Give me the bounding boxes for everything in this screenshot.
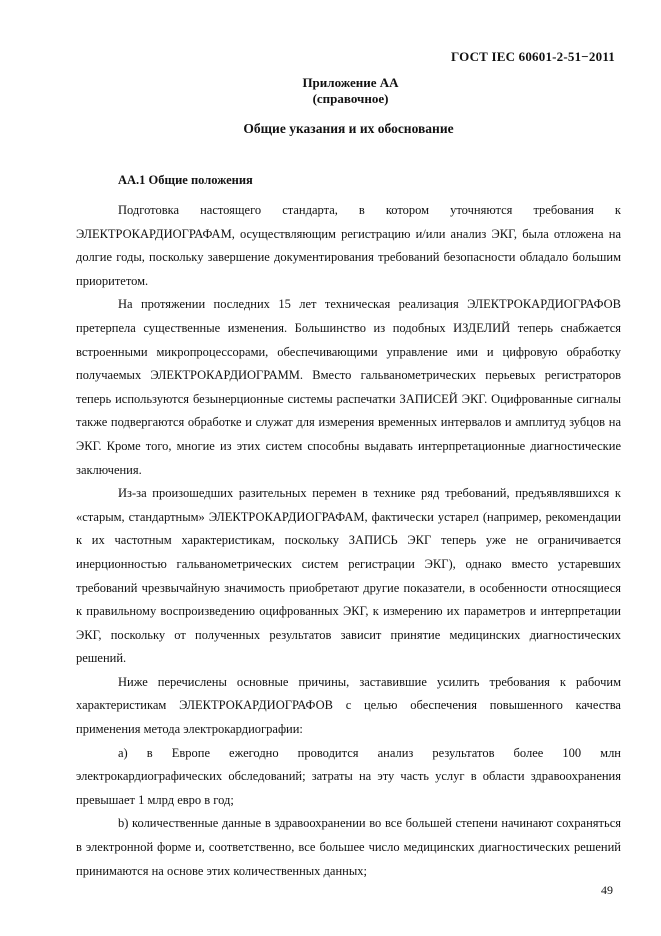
paragraph: Подготовка настоящего стандарта, в котором уточняются требования к ЭЛЕКТРОКАРДИОГРАФАМ, осуществляющим регистрацию и/или анализ ЭКГ, была отложена на долгие годы, поскольку завершение документирования требований безопасности обладало большим приоритетом. <box>76 203 621 288</box>
section-heading: АА.1 Общие положения <box>118 173 253 187</box>
appendix-title: Приложение АА <box>302 75 399 90</box>
page-number: 49 <box>601 883 613 897</box>
appendix-subtitle: (справочное) <box>312 91 389 106</box>
paragraph: Из-за произошедших разительных перемен в технике ряд требований, предъявлявшихся к «старым, стандартным» ЭЛЕКТРОКАРДИОГРАФАМ, фактически устарел (например, рекомендации к их частотным характеристикам, поскольку ЗАПИСЬ ЭКГ теперь уже не ограничивается инерционностью гальванометрических систем регистрации ЭКГ), однако вместо устаревших требований чрезвычайную значимость приобретают другие показатели, в особенности относящиеся к правильному воспроизведению оцифрованных ЭКГ, к измерению их параметров и интерпретации ЭКГ, поскольку от полученных результатов зависит принятие медицинских диагностических решений. <box>76 486 621 666</box>
list-item: b) количественные данные в здравоохранении во все большей степени начинают сохраняться в электронной форме и, соответственно, все большее число медицинских диагностических решений принимаются на основе этих количественных данных; <box>76 816 621 878</box>
body-text <box>76 199 621 883</box>
list-item: a) в Европе ежегодно проводится анализ результатов более 100 млн электрокардиографических обследований; затраты на эту часть услуг в области здравоохранения превышает 1 млрд евро в год; <box>76 745 621 807</box>
standard-header: ГОСТ IEC 60601-2-51−2011 <box>450 49 615 64</box>
appendix-heading: Общие указания и их обоснование <box>243 121 454 136</box>
paragraph: На протяжении последних 15 лет техническая реализация ЭЛЕКТРОКАРДИОГРАФОВ претерпела существенные изменения. Большинство из подобных ИЗДЕЛИЙ теперь снабжается встроенными микропроцессорами, обеспечивающими управление ими и цифровую обработку получаемых ЭЛЕКТРОКАРДИОГРАММ. Вместо гальванометрических перьевых регистраторов теперь используются безынерционные системы распечатки ЗАПИСЕЙ ЭКГ. Оцифрованные сигналы также подвергаются обработке и служат для измерения временных интервалов и амплитуд зубцов на ЭКГ. Кроме того, многие из этих систем способны выдавать интерпретационные диагностические заключения. <box>76 297 621 477</box>
paragraph: Ниже перечислены основные причины, заставившие усилить требования к рабочим характеристикам ЭЛЕКТРОКАРДИОГРАФОВ с целью обеспечения повышенного качества применения метода электрокардиографии: <box>76 674 621 737</box>
